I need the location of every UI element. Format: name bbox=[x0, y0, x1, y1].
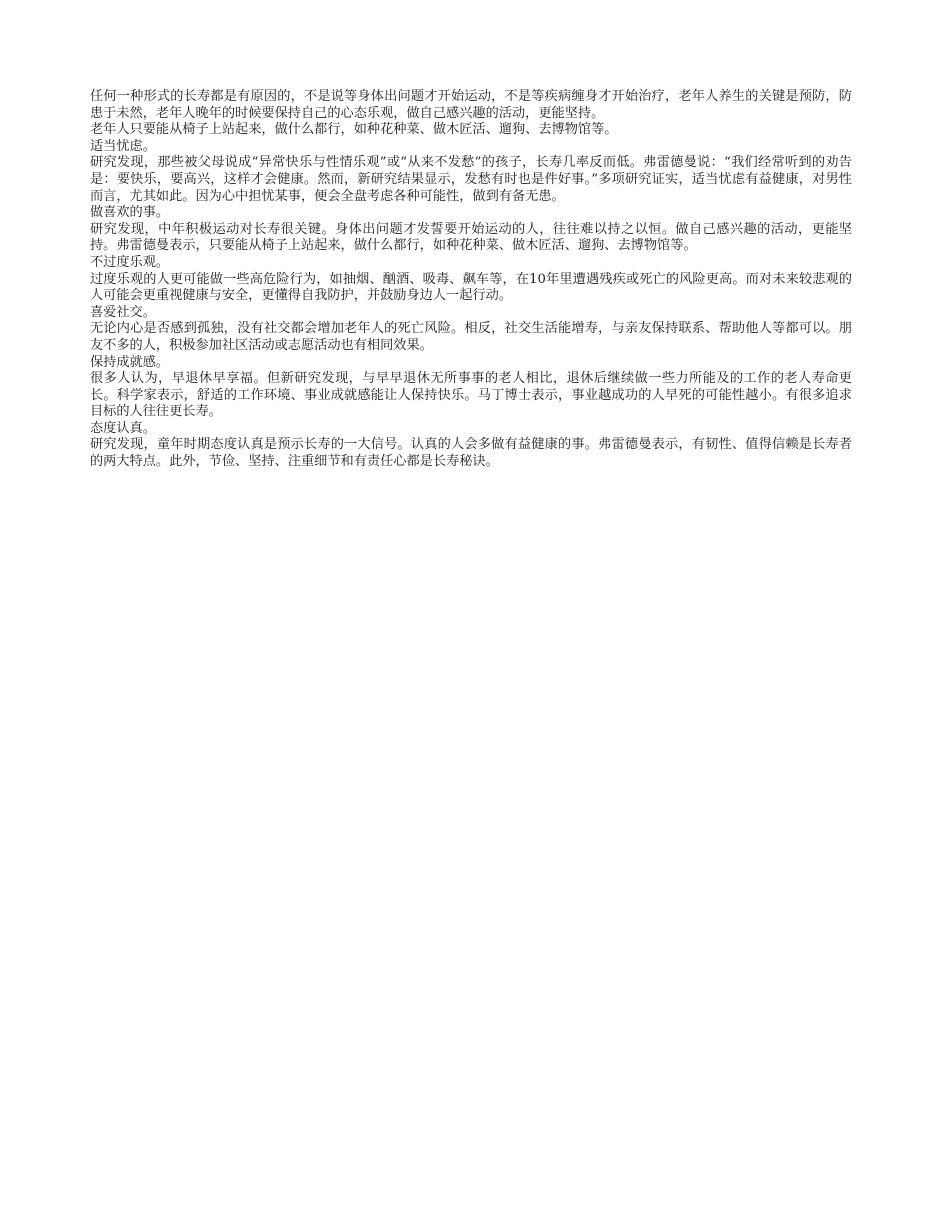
document-body bbox=[90, 89, 852, 471]
heading-do-what-you-like: 做喜欢的事。 bbox=[90, 205, 170, 221]
heading-not-overly-optimistic: 不过度乐观。 bbox=[90, 254, 170, 270]
heading-love-socializing: 喜爱社交。 bbox=[90, 304, 156, 320]
paragraph-love-socializing: 无论内心是否感到孤独，没有社交都会增加老年人的死亡风险。相反，社交生活能增寿，与亲友保持联系、帮助他人等都可以。朋友不多的人，积极参加社区活动或志愿活动也有相同效果。 bbox=[90, 321, 852, 353]
heading-moderate-worry: 适当忧虑。 bbox=[90, 138, 156, 154]
heading-sense-of-achievement: 保持成就感。 bbox=[90, 354, 170, 370]
paragraph-do-what-you-like: 研究发现，中年积极运动对长寿很关键。身体出问题才发誓要开始运动的人，往往难以持之以恒。做自己感兴趣的活动，更能坚持。弗雷德曼表示，只要能从椅子上站起来，做什么都行，如种花种菜、做木匠活、遛狗、去博物馆等。 bbox=[90, 221, 852, 254]
paragraph-intro: 任何一种形式的长寿都是有原因的，不是说等身体出问题才开始运动，不是等疾病缠身才开始治疗，老年人养生的关键是预防，防患于未然，老年人晚年的时候要保持自己的心态乐观，做自己感兴趣的活动，更能坚持。 bbox=[90, 89, 852, 121]
paragraph-serious-attitude: 研究发现，童年时期态度认真是预示长寿的一大信号。认真的人会多做有益健康的事。弗雷德曼表示，有韧性、值得信赖是长寿者的两大特点。此外，节俭、坚持、注重细节和有责任心都是长寿秘诀。 bbox=[90, 437, 852, 470]
heading-serious-attitude: 态度认真。 bbox=[90, 420, 156, 436]
paragraph-intro-2: 老年人只要能从椅子上站起来，做什么都行，如种花种菜、做木匠活、遛狗、去博物馆等。 bbox=[90, 122, 618, 138]
paragraph-sense-of-achievement: 很多人认为，早退休早享福。但新研究发现，与早早退休无所事事的老人相比，退休后继续做一些力所能及的工作的老人寿命更长。科学家表示，舒适的工作环境、事业成就感能让人保持快乐。马丁博士表示，事业越成功的人早死的可能性越小。有很多追求目标的人往往更长寿。 bbox=[90, 371, 852, 420]
paragraph-moderate-worry: 研究发现，那些被父母说成“异常快乐与性情乐观”或“从来不发愁”的孩子，长寿几率反而低。弗雷德曼说：“我们经常听到的劝告是：要快乐，要高兴，这样才会健康。然而，新研究结果显示，发愁有时也是件好事。”多项研究证实，适当忧虑有益健康，对男性而言，尤其如此。因为心中担忧某事，便会全盘考虑各种可能性，做到有备无患。 bbox=[90, 155, 852, 204]
paragraph-not-overly-optimistic: 过度乐观的人更可能做一些高危险行为，如抽烟、酗酒、吸毒、飙车等，在10年里遭遇残疾或死亡的风险更高。而对未来较悲观的人可能会更重视健康与安全，更懂得自我防护，并鼓励身边人一起行动。 bbox=[90, 271, 852, 304]
